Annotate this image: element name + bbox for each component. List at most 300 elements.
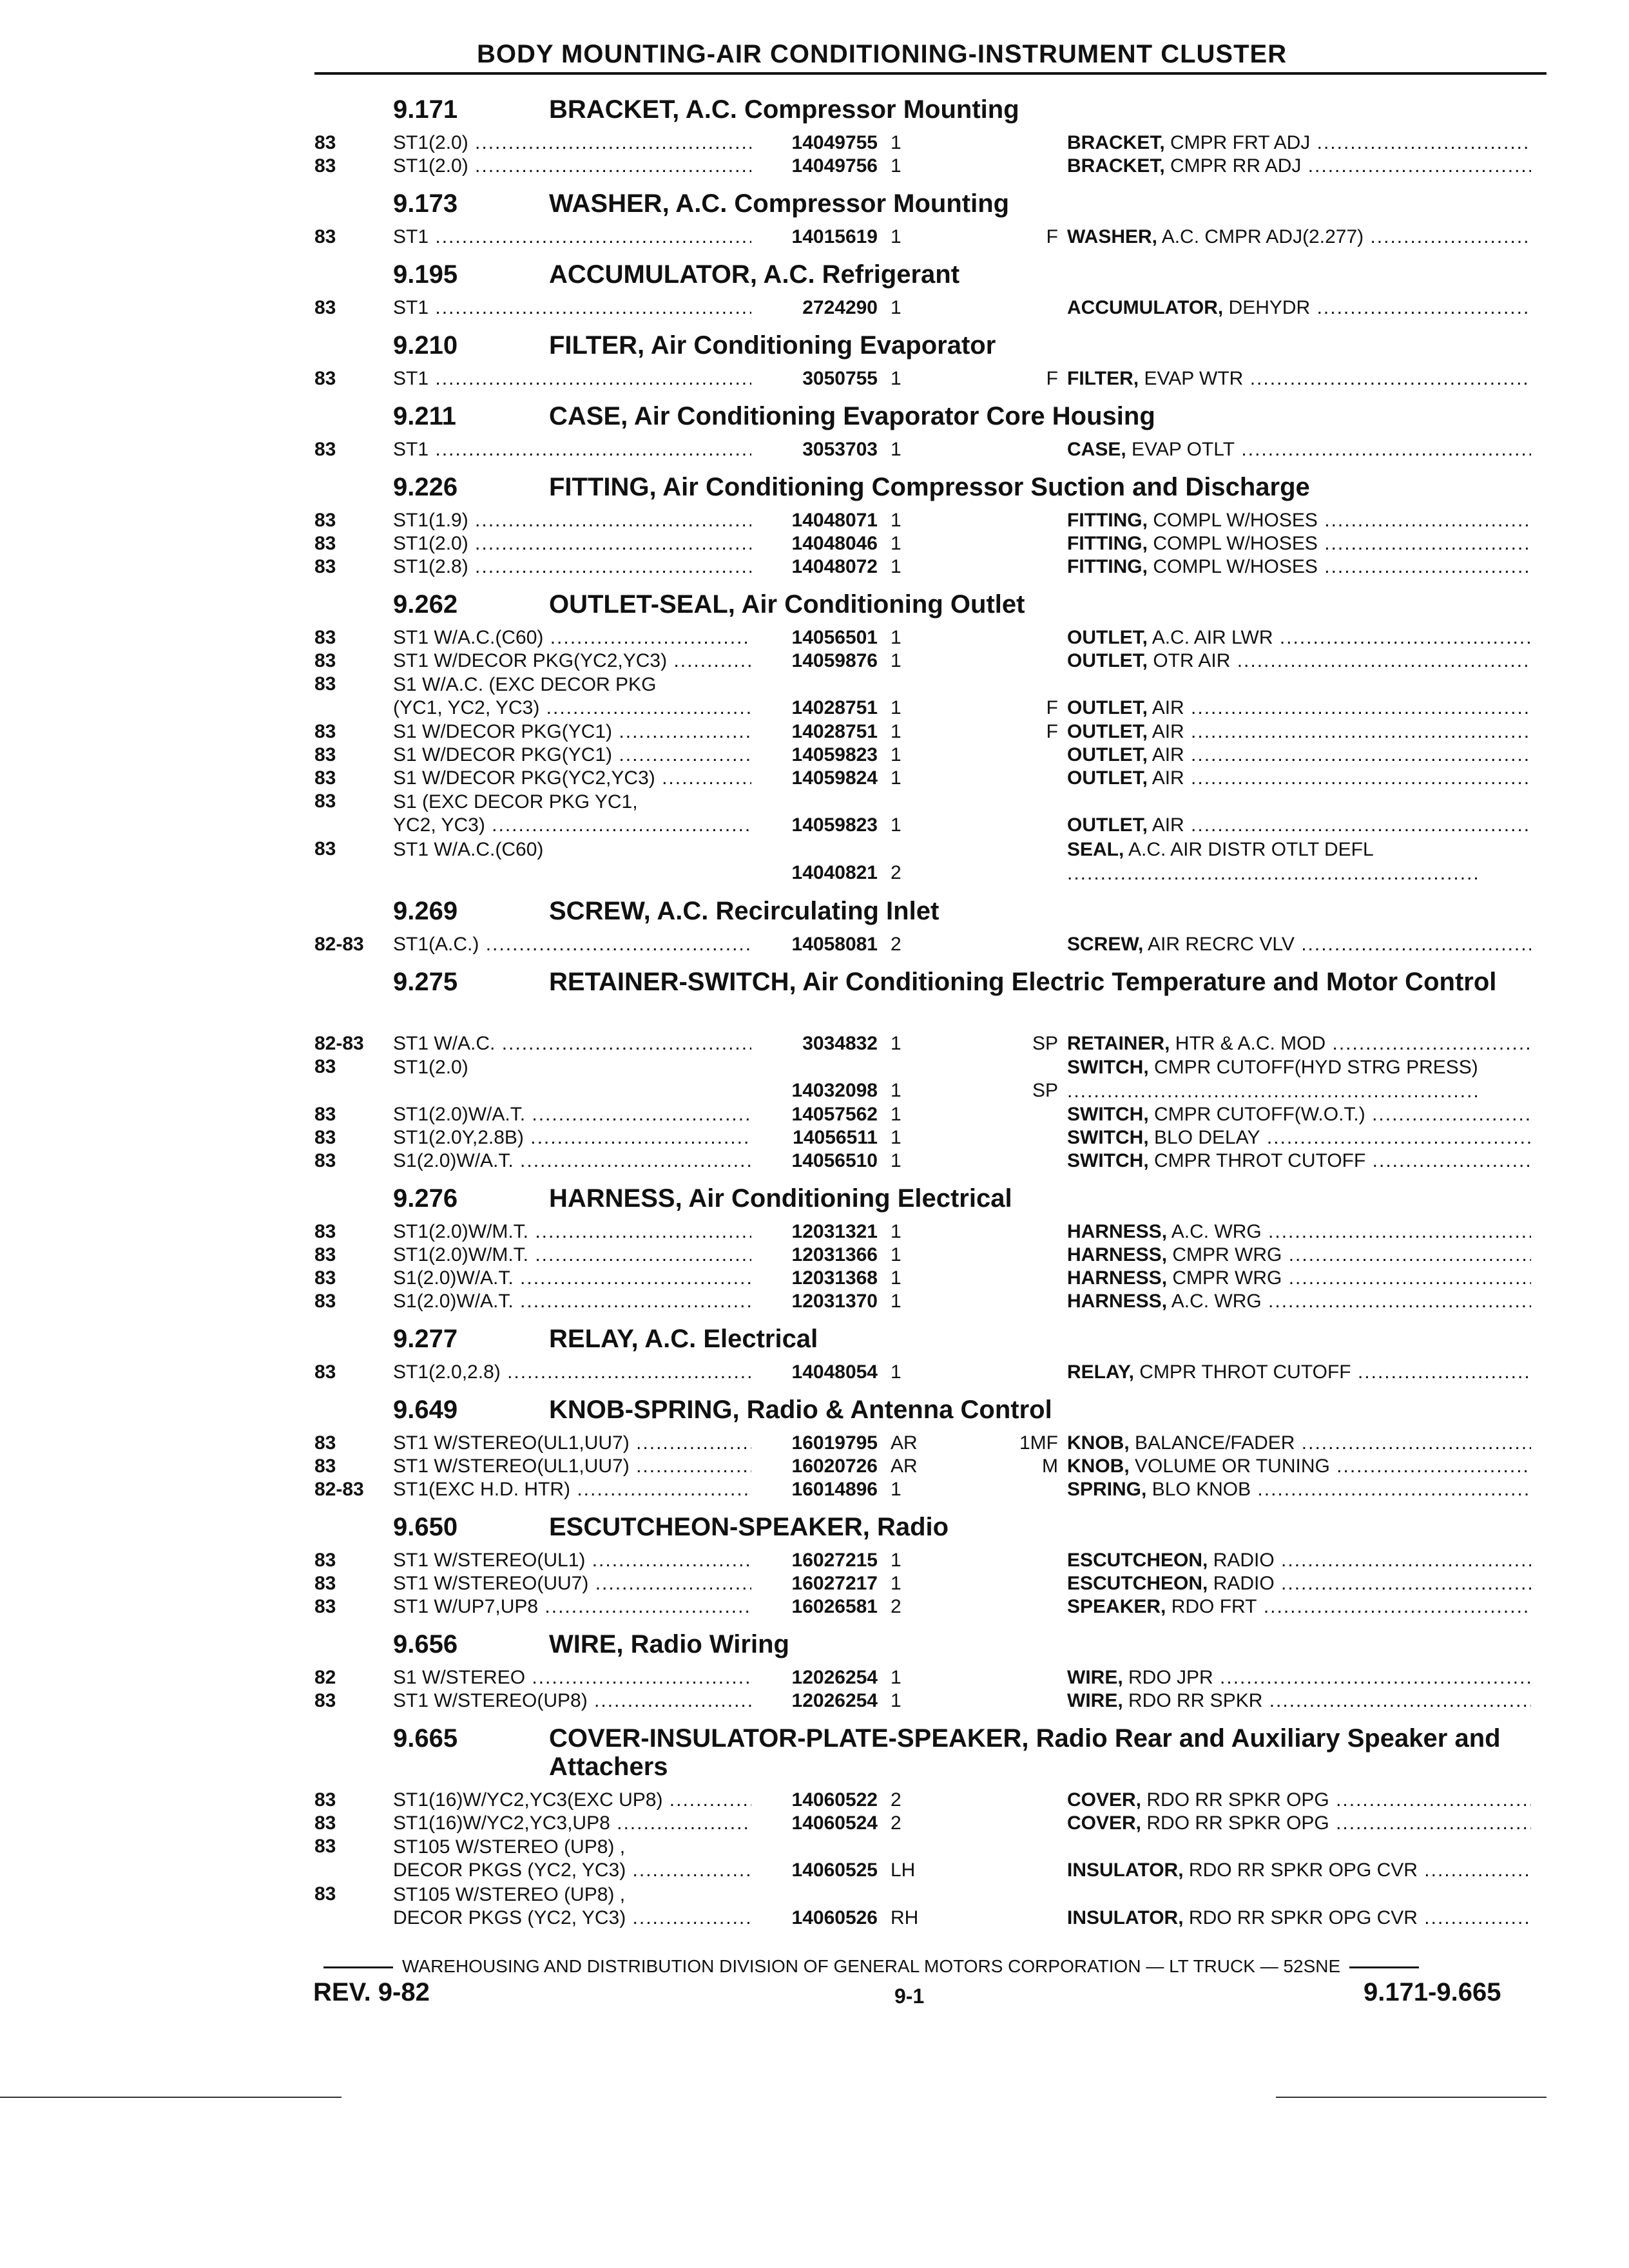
footer-rule-left — [323, 1966, 393, 1968]
section-title: WIRE, Radio Wiring — [549, 1630, 789, 1658]
nomenclature — [1067, 438, 1531, 461]
part-row — [0, 1812, 1629, 1835]
section-header — [0, 397, 1629, 438]
nomenclature — [1067, 367, 1531, 390]
nomenclature-detail: A.C. WRG — [1171, 1291, 1262, 1312]
application-description: S1 W/STEREO ..... — [393, 1666, 754, 1689]
application-description-cont: DECOR PKGS (YC2, YC3) ..... — [393, 1907, 754, 1930]
part-number: 14059823 — [751, 814, 878, 837]
application-description-cont: (YC1, YC2, YC3) ..... — [393, 697, 754, 720]
model-year: 83 — [314, 1550, 336, 1571]
model-year: 83 — [314, 1104, 336, 1125]
quantity: 2 — [891, 934, 901, 955]
quantity: 1 — [891, 1127, 901, 1148]
model-year: 83 — [314, 556, 336, 577]
nomenclature-detail: RADIO — [1213, 1573, 1275, 1594]
application-description: ST1 W/STEREO(UL1,UU7) ..... — [393, 1455, 754, 1478]
model-year: 83 — [314, 297, 336, 318]
parts-section — [0, 1390, 1629, 1501]
application-description: ST1 ..... — [393, 367, 754, 390]
section-header — [0, 963, 1629, 1032]
model-year: 83 — [314, 1056, 336, 1077]
parts-section — [0, 184, 1629, 249]
part-number: 16014896 — [751, 1478, 878, 1501]
application-description: ST1 W/A.C. ..... — [393, 1032, 754, 1055]
part-number: 14060526 — [751, 1907, 878, 1930]
nomenclature-detail: RDO RR SPKR OPG CVR — [1188, 1860, 1418, 1881]
quantity: 1 — [891, 226, 901, 247]
nomenclature-detail: EVAP OTLT — [1132, 439, 1235, 460]
part-row — [0, 1032, 1629, 1055]
model-year: 83 — [314, 1291, 336, 1312]
nomenclature-detail: BLO DELAY — [1154, 1127, 1260, 1148]
quantity: 1 — [891, 697, 901, 718]
quantity: 1 — [891, 650, 901, 671]
part-row — [0, 296, 1629, 320]
application-description: ST1(16)W/YC2,YC3,UP8 ..... — [393, 1812, 754, 1835]
quantity: 1 — [891, 721, 901, 742]
part-row — [0, 1455, 1629, 1478]
application-description: ST1(2.0)W/M.T. ..... — [393, 1244, 754, 1267]
nomenclature-noun: ESCUTCHEON, — [1067, 1550, 1208, 1571]
nomenclature — [1067, 838, 1531, 885]
application-description-cont: DECOR PKGS (YC2, YC3) ..... — [393, 1859, 754, 1882]
quantity: 1 — [891, 1690, 901, 1711]
nomenclature-noun: OUTLET, — [1067, 697, 1148, 718]
model-year: 83 — [314, 1836, 336, 1857]
application-description: ST1 ..... — [393, 226, 754, 249]
model-year: 83 — [314, 368, 336, 389]
nomenclature — [1067, 1595, 1531, 1619]
nomenclature — [1067, 1478, 1531, 1501]
part-row — [0, 532, 1629, 555]
section-number: 9.211 — [393, 402, 456, 430]
model-year: 83 — [314, 1432, 336, 1454]
nomenclature — [1067, 1549, 1531, 1572]
nomenclature — [1067, 1789, 1531, 1812]
nomenclature-noun: FITTING, — [1067, 556, 1148, 577]
parts-section — [0, 326, 1629, 390]
nomenclature-detail: AIR — [1152, 697, 1184, 718]
part-number: 14015619 — [751, 226, 878, 249]
model-year: 83 — [314, 744, 336, 765]
application-description-cont: YC2, YC3) ..... — [393, 814, 754, 837]
section-title: COVER-INSULATOR-PLATE-SPEAKER, Radio Rear and Auxiliary Speaker and Attachers — [549, 1724, 1501, 1781]
part-number: 14060524 — [751, 1812, 878, 1835]
application-description: ST1(2.0) — [393, 1057, 468, 1078]
quantity: 1 — [891, 1104, 901, 1125]
part-number: 16027215 — [751, 1549, 878, 1572]
nomenclature — [1067, 1689, 1531, 1713]
nomenclature-noun: SWITCH, — [1067, 1150, 1149, 1171]
part-number: 14060522 — [751, 1789, 878, 1812]
part-row — [0, 509, 1629, 532]
part-row — [0, 838, 1629, 885]
model-year: 83 — [314, 1812, 336, 1834]
section-header — [0, 1625, 1629, 1666]
nomenclature-noun: FITTING, — [1067, 533, 1148, 554]
application-description: ST1 W/STEREO(UL1) ..... — [393, 1549, 754, 1572]
nomenclature-noun: WASHER, — [1067, 226, 1158, 247]
model-year: 83 — [314, 791, 336, 812]
part-row — [0, 767, 1629, 790]
nomenclature-detail: A.C. WRG — [1171, 1221, 1262, 1242]
parts-sections — [0, 90, 1629, 1937]
section-header — [0, 892, 1629, 933]
part-number: 14058081 — [751, 933, 878, 956]
nomenclature — [1067, 1666, 1531, 1689]
nomenclature-detail: CMPR WRG — [1172, 1267, 1282, 1289]
section-title: SCREW, A.C. Recirculating Inlet — [549, 897, 940, 925]
nomenclature-noun: OUTLET, — [1067, 767, 1148, 789]
nomenclature — [1067, 296, 1531, 320]
part-row — [0, 1549, 1629, 1572]
nomenclature — [1067, 155, 1531, 178]
section-number: 9.656 — [393, 1630, 458, 1658]
nomenclature — [1067, 626, 1531, 649]
application-description: ST105 W/STEREO (UP8) , — [393, 1836, 626, 1858]
nomenclature — [1067, 814, 1531, 837]
part-number: 14028751 — [751, 720, 878, 744]
section-title: WASHER, A.C. Compressor Mounting — [549, 189, 1010, 218]
nomenclature — [1067, 1126, 1531, 1149]
parts-section — [0, 1625, 1629, 1713]
part-row — [0, 1572, 1629, 1595]
nomenclature-detail: BALANCE/FADER — [1135, 1432, 1295, 1454]
section-number: 9.195 — [393, 260, 458, 289]
model-year: 82-83 — [314, 934, 364, 955]
quantity: 1 — [891, 1033, 901, 1054]
nomenclature — [1067, 532, 1531, 555]
section-header — [0, 326, 1629, 367]
usage-code: 1MF — [1019, 1432, 1058, 1454]
part-number: 12026254 — [751, 1666, 878, 1689]
application-description: ST1(A.C.) ..... — [393, 933, 754, 956]
nomenclature — [1067, 1907, 1531, 1930]
part-row — [0, 1126, 1629, 1149]
part-row — [0, 1432, 1629, 1455]
nomenclature-detail: VOLUME OR TUNING — [1135, 1456, 1330, 1477]
part-number: 12031321 — [751, 1220, 878, 1244]
section-title: HARNESS, Air Conditioning Electrical — [549, 1184, 1012, 1213]
nomenclature-detail: RDO JPR — [1128, 1667, 1213, 1688]
part-number: 3050755 — [751, 367, 878, 390]
part-row — [0, 1149, 1629, 1173]
nomenclature-detail: COMPL W/HOSES — [1153, 556, 1318, 577]
nomenclature — [1067, 767, 1531, 790]
section-header — [0, 1320, 1629, 1361]
parts-section — [0, 1719, 1629, 1930]
model-year: 82-83 — [314, 1033, 364, 1054]
section-number: 9.226 — [393, 473, 458, 501]
section-header — [0, 1719, 1629, 1789]
part-row — [0, 555, 1629, 579]
section-header — [0, 1179, 1629, 1220]
quantity: 1 — [891, 1080, 901, 1101]
application-description: ST1(2.0) ..... — [393, 155, 754, 178]
quantity: 1 — [891, 297, 901, 318]
section-title: CASE, Air Conditioning Evaporator Core Housing — [549, 402, 1155, 430]
nomenclature-detail: AIR — [1152, 814, 1184, 836]
section-title: KNOB-SPRING, Radio & Antenna Control — [549, 1396, 1052, 1424]
part-number: 14048072 — [751, 555, 878, 579]
nomenclature-detail: AIR — [1152, 721, 1184, 742]
nomenclature-noun: BRACKET, — [1067, 132, 1165, 153]
nomenclature-noun: RELAY, — [1067, 1361, 1134, 1383]
nomenclature-noun: ACCUMULATOR, — [1067, 297, 1224, 318]
application-description: S1 W/A.C. (EXC DECOR PKG — [393, 674, 657, 695]
parts-section — [0, 90, 1629, 178]
part-row — [0, 744, 1629, 767]
part-row — [0, 1595, 1629, 1619]
nomenclature-noun: SWITCH, — [1067, 1127, 1149, 1148]
usage-code: F — [1046, 368, 1058, 389]
section-number: 9.277 — [393, 1325, 458, 1353]
part-row — [0, 1361, 1629, 1384]
scan-edge-rule-left — [0, 2097, 342, 2098]
nomenclature-noun: KNOB, — [1067, 1456, 1130, 1477]
quantity: 1 — [891, 132, 901, 153]
page-title: BODY MOUNTING-AIR CONDITIONING-INSTRUMENT CLUSTER — [477, 40, 1287, 68]
quantity: 1 — [891, 744, 901, 765]
nomenclature — [1067, 744, 1531, 767]
nomenclature — [1067, 933, 1531, 956]
quantity: RH — [891, 1907, 919, 1928]
quantity: 1 — [891, 533, 901, 554]
usage-code: SP — [1032, 1033, 1058, 1054]
application-description: ST1 W/STEREO(UU7) ..... — [393, 1572, 754, 1595]
quantity: 1 — [891, 556, 901, 577]
part-row — [0, 1789, 1629, 1812]
application-description: ST1(1.9) ..... — [393, 509, 754, 532]
model-year: 83 — [314, 1267, 336, 1289]
part-row — [0, 131, 1629, 155]
application-description: ST1(2.0)W/A.T. ..... — [393, 1103, 754, 1126]
parts-section — [0, 963, 1629, 1173]
part-row — [0, 649, 1629, 673]
nomenclature-noun: SWITCH, — [1067, 1104, 1149, 1125]
nomenclature-detail: CMPR CUTOFF(W.O.T.) — [1154, 1104, 1365, 1125]
nomenclature-detail: RDO RR SPKR — [1128, 1690, 1263, 1711]
quantity: 1 — [891, 155, 901, 177]
nomenclature-noun: OUTLET, — [1067, 650, 1148, 671]
application-description: S1(2.0)W/A.T. ..... — [393, 1290, 754, 1313]
quantity: 2 — [891, 862, 901, 883]
application-description: ST1 ..... — [393, 296, 754, 320]
section-number: 9.173 — [393, 189, 458, 218]
part-row — [0, 367, 1629, 390]
part-number: 14059824 — [751, 767, 878, 790]
nomenclature-noun: HARNESS, — [1067, 1221, 1168, 1242]
part-number: 12026254 — [751, 1689, 878, 1713]
model-year: 83 — [314, 1690, 336, 1711]
parts-section — [0, 468, 1629, 579]
nomenclature-noun: SWITCH, — [1067, 1057, 1149, 1078]
part-number: 14056510 — [751, 1149, 878, 1173]
part-number: 2724290 — [751, 296, 878, 320]
nomenclature — [1067, 720, 1531, 744]
section-header — [0, 1390, 1629, 1432]
nomenclature-noun: FILTER, — [1067, 368, 1139, 389]
part-row — [0, 720, 1629, 744]
nomenclature-noun: OUTLET, — [1067, 744, 1148, 765]
nomenclature-noun: OUTLET, — [1067, 814, 1148, 836]
nomenclature-noun: FITTING, — [1067, 510, 1148, 531]
part-number: 14032098 — [751, 1079, 878, 1102]
nomenclature-detail: CMPR WRG — [1172, 1244, 1282, 1265]
footer-publisher-text: WAREHOUSING AND DISTRIBUTION DIVISION OF GENERAL MOTORS CORPORATION — LT TRUCK — 52SNE — [402, 1956, 1341, 1976]
section-title: RELAY, A.C. Electrical — [549, 1325, 818, 1353]
part-number: 14048071 — [751, 509, 878, 532]
part-number: 16020726 — [751, 1455, 878, 1478]
model-year: 83 — [314, 627, 336, 648]
nomenclature-noun: SPEAKER, — [1067, 1596, 1166, 1617]
section-header — [0, 184, 1629, 226]
model-year: 83 — [314, 439, 336, 460]
part-row — [0, 1103, 1629, 1126]
application-description: ST1 ..... — [393, 438, 754, 461]
quantity: 1 — [891, 1150, 901, 1171]
section-title: FITTING, Air Conditioning Compressor Suction and Discharge — [549, 473, 1310, 501]
model-year: 82-83 — [314, 1479, 364, 1500]
quantity: LH — [891, 1860, 916, 1881]
part-row — [0, 1267, 1629, 1290]
quantity: AR — [891, 1432, 918, 1454]
nomenclature-noun: HARNESS, — [1067, 1244, 1168, 1265]
application-description: ST1 W/DECOR PKG(YC2,YC3) ..... — [393, 649, 754, 673]
quantity: 1 — [891, 627, 901, 648]
quantity: 1 — [891, 814, 901, 836]
nomenclature — [1067, 1267, 1531, 1290]
quantity: 2 — [891, 1789, 901, 1811]
parts-section — [0, 1179, 1629, 1313]
section-number: 9.171 — [393, 95, 458, 124]
nomenclature-noun: SEAL, — [1067, 839, 1124, 860]
model-year: 83 — [314, 1361, 336, 1383]
quantity: 1 — [891, 510, 901, 531]
parts-section — [0, 1320, 1629, 1384]
part-row — [0, 1220, 1629, 1244]
nomenclature-detail: HTR & A.C. MOD — [1175, 1033, 1326, 1054]
section-header — [0, 90, 1629, 131]
part-number: 14049755 — [751, 131, 878, 155]
nomenclature-detail: RADIO — [1213, 1550, 1275, 1571]
part-number: 14048054 — [751, 1361, 878, 1384]
model-year: 83 — [314, 838, 336, 860]
section-number: 9.650 — [393, 1513, 458, 1541]
nomenclature-noun: WIRE, — [1067, 1690, 1123, 1711]
application-description: ST1 W/A.C.(C60) ..... — [393, 626, 754, 649]
nomenclature-noun: INSULATOR, — [1067, 1860, 1184, 1881]
model-year: 83 — [314, 650, 336, 671]
nomenclature-detail: BLO KNOB — [1152, 1479, 1251, 1500]
nomenclature — [1067, 649, 1531, 673]
nomenclature-detail: EVAP WTR — [1144, 368, 1244, 389]
nomenclature-detail: A.C. AIR LWR — [1152, 627, 1273, 648]
nomenclature-detail: AIR — [1152, 767, 1184, 789]
part-number: 16019795 — [751, 1432, 878, 1455]
nomenclature — [1067, 1432, 1531, 1455]
section-header — [0, 468, 1629, 509]
part-number: 14049756 — [751, 155, 878, 178]
nomenclature-noun: SCREW, — [1067, 934, 1144, 955]
nomenclature-noun: OUTLET, — [1067, 721, 1148, 742]
part-number: 12031366 — [751, 1244, 878, 1267]
application-description: S1 W/DECOR PKG(YC2,YC3) ..... — [393, 767, 754, 790]
application-description: ST1(2.0) ..... — [393, 532, 754, 555]
part-row — [0, 673, 1629, 720]
nomenclature-detail: AIR RECRC VLV — [1148, 934, 1295, 955]
revision-label: REV. 9-82 — [313, 1978, 430, 2006]
application-description: ST1(EXC H.D. HTR) ..... — [393, 1478, 754, 1501]
part-number: 14059823 — [751, 744, 878, 767]
nomenclature — [1067, 1032, 1531, 1055]
application-description: ST105 W/STEREO (UP8) , — [393, 1884, 626, 1905]
quantity: 2 — [891, 1596, 901, 1617]
page-number: 9-1 — [894, 1984, 925, 2008]
model-year: 83 — [314, 1596, 336, 1617]
parts-section — [0, 892, 1629, 956]
section-title: FILTER, Air Conditioning Evaporator — [549, 331, 996, 360]
quantity: 1 — [891, 1291, 901, 1312]
part-number: 16027217 — [751, 1572, 878, 1595]
footer-publisher-line — [314, 1956, 1547, 1977]
model-year: 83 — [314, 226, 336, 247]
part-number: 14057562 — [751, 1103, 878, 1126]
nomenclature — [1067, 1812, 1531, 1835]
part-row — [0, 1666, 1629, 1689]
model-year: 83 — [314, 767, 336, 789]
part-number: 3034832 — [751, 1032, 878, 1055]
usage-code: M — [1042, 1456, 1058, 1477]
application-description: S1(2.0)W/A.T. ..... — [393, 1267, 754, 1290]
usage-code: F — [1046, 721, 1058, 742]
part-row — [0, 1689, 1629, 1713]
nomenclature-noun: WIRE, — [1067, 1667, 1123, 1688]
nomenclature-noun: COVER, — [1067, 1789, 1142, 1811]
nomenclature-noun: RETAINER, — [1067, 1033, 1170, 1054]
application-description: ST1(2.0)W/M.T. ..... — [393, 1220, 754, 1244]
application-description: ST1 W/UP7,UP8 ..... — [393, 1595, 754, 1619]
part-row — [0, 438, 1629, 461]
nomenclature-detail: DEHYDR — [1228, 297, 1311, 318]
part-row — [0, 626, 1629, 649]
nomenclature-noun: ESCUTCHEON, — [1067, 1573, 1208, 1594]
part-number: 12031370 — [751, 1290, 878, 1313]
nomenclature-detail: COMPL W/HOSES — [1153, 533, 1318, 554]
part-number: 16026581 — [751, 1595, 878, 1619]
nomenclature — [1067, 555, 1531, 579]
application-description: S1(2.0)W/A.T. ..... — [393, 1149, 754, 1173]
nomenclature-detail: CMPR FRT ADJ — [1170, 132, 1311, 153]
model-year: 83 — [314, 1573, 336, 1594]
nomenclature-detail: A.C. CMPR ADJ(2.277) — [1161, 226, 1364, 247]
application-description: ST1(16)W/YC2,YC3(EXC UP8) ..... — [393, 1789, 754, 1812]
section-title: ESCUTCHEON-SPEAKER, Radio — [549, 1513, 949, 1541]
nomenclature-detail: RDO RR SPKR OPG — [1146, 1812, 1329, 1834]
section-number: 9.649 — [393, 1396, 458, 1424]
part-number: 3053703 — [751, 438, 878, 461]
part-row — [0, 1835, 1629, 1883]
model-year: 83 — [314, 533, 336, 554]
part-row — [0, 933, 1629, 956]
nomenclature — [1067, 1859, 1531, 1882]
nomenclature-noun: HARNESS, — [1067, 1267, 1168, 1289]
section-number: 9.262 — [393, 590, 458, 619]
application-description: ST1(2.0,2.8) ..... — [393, 1361, 754, 1384]
nomenclature-noun: INSULATOR, — [1067, 1907, 1184, 1928]
nomenclature — [1067, 1361, 1531, 1384]
